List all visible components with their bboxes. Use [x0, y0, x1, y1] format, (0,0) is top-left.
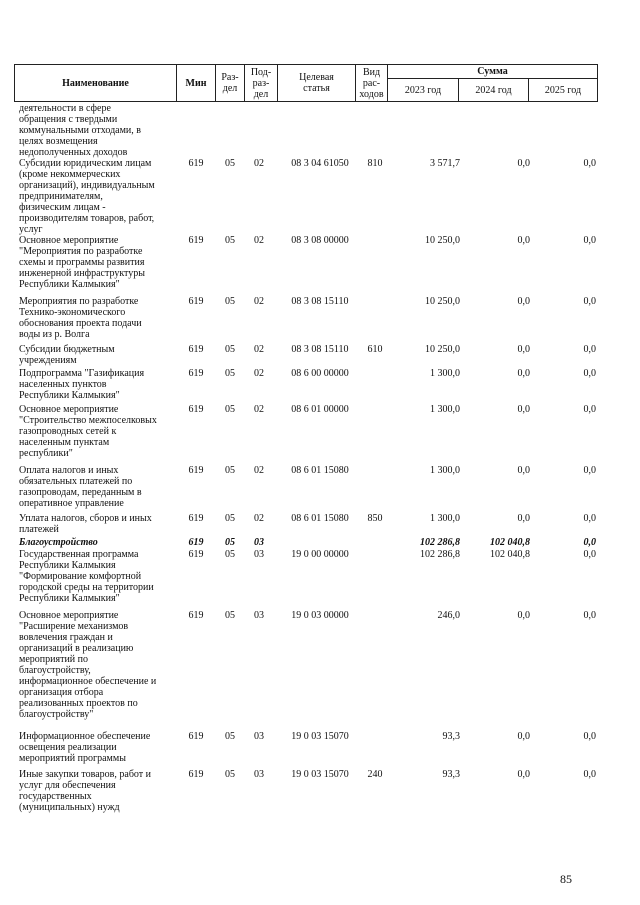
row-ministry: 619	[188, 404, 204, 415]
header-summa: Сумма	[477, 66, 508, 77]
table-row	[0, 610, 640, 731]
row-subsection: 02	[254, 368, 264, 379]
row-amount-2024: 0,0	[517, 769, 530, 780]
row-amount-2023: 1 300,0	[430, 368, 460, 379]
row-target-article: 08 3 08 15110	[291, 344, 349, 355]
row-amount-2023: 10 250,0	[425, 235, 460, 246]
row-amount-2025: 0,0	[583, 296, 596, 307]
row-amount-2023: 246,0	[437, 610, 460, 621]
page-number: 85	[560, 872, 572, 886]
row-amount-2025: 0,0	[583, 769, 596, 780]
row-target-article: 08 6 01 15080	[291, 465, 349, 476]
row-ministry: 619	[188, 465, 204, 476]
header-2024: 2024 год	[475, 84, 512, 96]
row-expense-type: 610	[367, 344, 383, 355]
table-body	[0, 103, 640, 817]
row-name: Основное мероприятие "Мероприятия по разработке схемы и программы развития инженерной инфраструктуры Республики Калмыкия"	[19, 235, 146, 290]
row-section: 05	[225, 158, 235, 169]
table-row	[0, 513, 640, 537]
row-name: Субсидии бюджетным учреждениям	[19, 344, 115, 366]
header-name: Наименование	[62, 77, 129, 89]
header-2025: 2025 год	[544, 84, 582, 96]
row-amount-2024: 0,0	[517, 344, 530, 355]
row-section: 05	[225, 404, 235, 415]
row-amount-2023: 1 300,0	[430, 513, 460, 524]
header-expense-type: Вид рас- ходов	[359, 66, 384, 100]
row-subsection: 02	[254, 296, 264, 307]
row-subsection: 02	[254, 404, 264, 415]
row-section: 05	[225, 465, 235, 476]
row-amount-2024: 0,0	[517, 731, 530, 742]
row-ministry: 619	[188, 537, 204, 548]
row-subsection: 02	[254, 513, 264, 524]
row-subsection: 03	[254, 537, 264, 548]
row-amount-2025: 0,0	[583, 513, 596, 524]
row-ministry: 619	[188, 368, 204, 379]
row-amount-2023: 3 571,7	[430, 158, 460, 169]
header-min: Мин	[185, 77, 207, 89]
table-row	[0, 465, 640, 513]
row-name: Информационное обеспечение освещения реализации мероприятий программы	[19, 731, 151, 764]
row-ministry: 619	[188, 513, 204, 524]
row-amount-2024: 0,0	[517, 296, 530, 307]
row-subsection: 03	[254, 731, 264, 742]
row-amount-2023: 10 250,0	[425, 296, 460, 307]
row-expense-type: 810	[367, 158, 383, 169]
table-row	[0, 549, 640, 610]
row-subsection: 02	[254, 465, 264, 476]
row-target-article: 19 0 03 00000	[291, 610, 349, 621]
row-subsection: 02	[254, 235, 264, 246]
row-subsection: 02	[254, 344, 264, 355]
row-name: деятельности в сфере обращения с твердыми коммунальными отходами, в целях возмещения недополученных доходов	[19, 103, 141, 158]
row-amount-2025: 0,0	[583, 537, 596, 548]
row-ministry: 619	[188, 235, 204, 246]
row-amount-2023: 10 250,0	[425, 344, 460, 355]
row-amount-2024: 0,0	[517, 610, 530, 621]
row-amount-2024: 102 040,8	[490, 549, 530, 560]
row-section: 05	[225, 731, 235, 742]
row-amount-2023: 93,3	[442, 769, 460, 780]
row-amount-2025: 0,0	[583, 465, 596, 476]
row-name: Государственная программа Республики Калмыкия "Формирование комфортной городской среды на территории Республики Калмыкия"	[19, 549, 154, 604]
row-name: Уплата налогов, сборов и иных платежей	[19, 513, 152, 535]
row-name: Благоустройство	[19, 537, 98, 548]
row-amount-2025: 0,0	[583, 158, 596, 169]
row-name: Основное мероприятие "Строительство межпоселковых газопроводных сетей к населенным пунктам республики"	[19, 404, 157, 459]
row-section: 05	[225, 610, 235, 621]
row-target-article: 08 6 01 00000	[291, 404, 349, 415]
table-row	[0, 235, 640, 296]
row-amount-2024: 0,0	[517, 235, 530, 246]
row-section: 05	[225, 344, 235, 355]
table-row	[0, 537, 640, 549]
row-amount-2024: 0,0	[517, 465, 530, 476]
table-header	[14, 64, 598, 102]
row-amount-2024: 0,0	[517, 368, 530, 379]
row-amount-2025: 0,0	[583, 344, 596, 355]
row-amount-2023: 102 286,8	[420, 537, 460, 548]
row-amount-2023: 1 300,0	[430, 404, 460, 415]
row-target-article: 08 3 08 00000	[291, 235, 349, 246]
row-ministry: 619	[188, 296, 204, 307]
row-name: Иные закупки товаров, работ и услуг для обеспечения государственных (муниципальных) нужд	[19, 769, 152, 813]
header-razdel: Раз- дел	[221, 72, 239, 94]
row-name: Оплата налогов и иных обязательных платежей по газопроводам, переданным в оперативное управление	[19, 465, 142, 509]
row-amount-2024: 102 040,8	[490, 537, 530, 548]
row-amount-2025: 0,0	[583, 610, 596, 621]
row-amount-2024: 0,0	[517, 404, 530, 415]
row-subsection: 02	[254, 158, 264, 169]
table-row	[0, 158, 640, 235]
row-target-article: 19 0 03 15070	[291, 769, 349, 780]
row-section: 05	[225, 235, 235, 246]
row-amount-2025: 0,0	[583, 404, 596, 415]
row-section: 05	[225, 537, 235, 548]
row-ministry: 619	[188, 731, 204, 742]
row-target-article: 08 3 04 61050	[291, 158, 349, 169]
row-name: Основное мероприятие "Расширение механизмов вовлечения граждан и организаций в реализацию мероприятий по благоустройству, информационное обеспечение и организация отбора реализованных проектов по благоустройству"	[19, 610, 157, 720]
row-subsection: 03	[254, 549, 264, 560]
row-amount-2025: 0,0	[583, 549, 596, 560]
table-row	[0, 769, 640, 817]
row-expense-type: 240	[367, 769, 383, 780]
row-ministry: 619	[188, 549, 204, 560]
row-name: Мероприятия по разработке Технико-экономического обоснования проекта подачи воды из р. Волга	[19, 296, 142, 340]
row-subsection: 03	[254, 610, 264, 621]
row-amount-2023: 102 286,8	[420, 549, 460, 560]
row-section: 05	[225, 549, 235, 560]
row-subsection: 03	[254, 769, 264, 780]
header-podrazdel: Под- раз- дел	[250, 66, 272, 100]
row-amount-2025: 0,0	[583, 368, 596, 379]
row-ministry: 619	[188, 769, 204, 780]
row-name: Подпрограмма "Газификация населенных пунктов Республики Калмыкия"	[19, 368, 145, 401]
header-2023: 2023 год	[404, 84, 442, 96]
table-row	[0, 731, 640, 769]
row-section: 05	[225, 513, 235, 524]
row-target-article: 08 6 01 15080	[291, 513, 349, 524]
row-amount-2024: 0,0	[517, 158, 530, 169]
row-amount-2024: 0,0	[517, 513, 530, 524]
row-amount-2023: 93,3	[442, 731, 460, 742]
row-target-article: 19 0 00 00000	[291, 549, 349, 560]
row-ministry: 619	[188, 610, 204, 621]
row-name: Субсидии юридическим лицам (кроме некоммерческих организаций), индивидуальным предпринимателям, физическим лицам - производителям товаров, работ, услуг	[19, 158, 155, 235]
row-amount-2023: 1 300,0	[430, 465, 460, 476]
table-row	[0, 368, 640, 404]
header-target-article: Целевая статья	[299, 72, 334, 94]
row-ministry: 619	[188, 158, 204, 169]
row-target-article: 08 3 08 15110	[291, 296, 349, 307]
row-target-article: 19 0 03 15070	[291, 731, 349, 742]
row-section: 05	[225, 368, 235, 379]
table-row	[0, 344, 640, 368]
row-amount-2025: 0,0	[583, 235, 596, 246]
row-section: 05	[225, 769, 235, 780]
row-section: 05	[225, 296, 235, 307]
table-row	[0, 296, 640, 344]
table-row	[0, 404, 640, 465]
row-ministry: 619	[188, 344, 204, 355]
row-expense-type: 850	[367, 513, 383, 524]
row-amount-2025: 0,0	[583, 731, 596, 742]
table-row	[0, 103, 640, 158]
row-target-article: 08 6 00 00000	[291, 368, 349, 379]
